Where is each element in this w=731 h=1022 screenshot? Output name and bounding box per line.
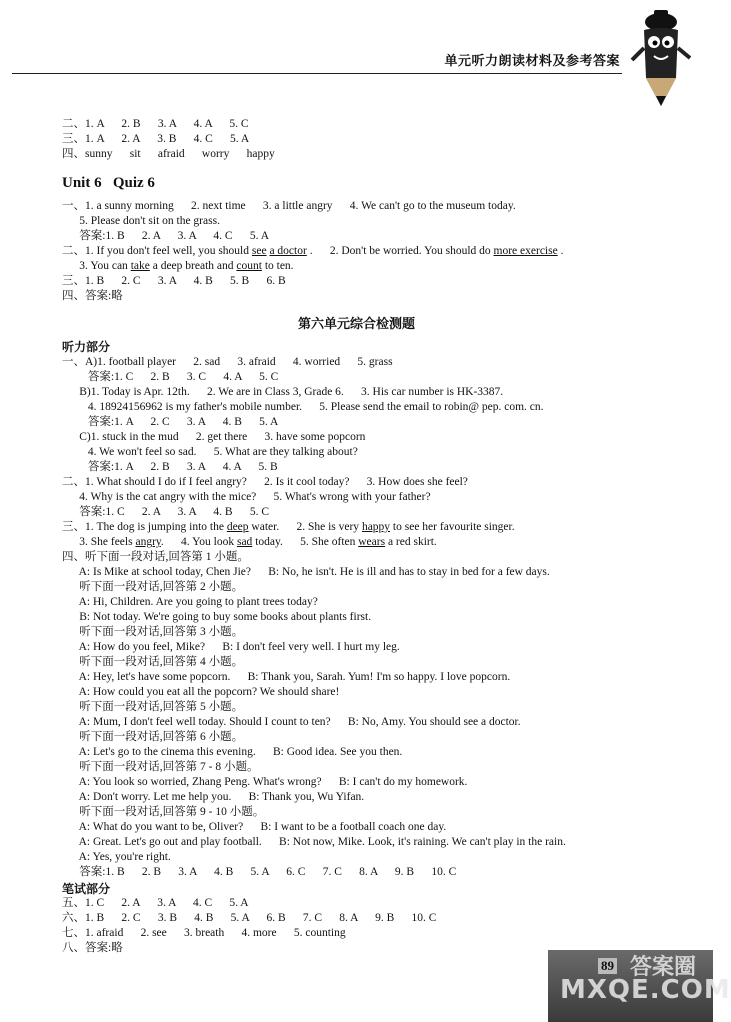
listening-line: 答案:1. A 2. C 3. A 4. B 5. A: [62, 416, 279, 428]
dialogue-line: A: How could you eat all the popcorn? We should share!: [62, 686, 340, 698]
dialogue-line: A: How do you feel, Mike? B: I don't feel very well. I hurt my leg.: [62, 641, 400, 653]
written-line: 五、1. C 2. A 3. A 4. C 5. A: [62, 897, 249, 909]
page-number: 89: [598, 958, 617, 974]
dialogue-line: B: Not today. We're going to buy some books about plants first.: [62, 611, 372, 623]
unit6-answers-1: 答案:1. B 2. A 3. A 4. C 5. A: [62, 230, 270, 242]
unit6-line-er: 二、1. If you don't feel well, you should see a doctor . 2. Don't be worried. You should do more exercise .: [62, 245, 564, 257]
dialogue-line: 听下面一段对话,回答第 9 - 10 小题。: [62, 806, 265, 818]
dialogue-line: 听下面一段对话,回答第 5 小题。: [62, 701, 244, 713]
dialogue-line: A: Don't worry. Let me help you. B: Thank you, Wu Yifan.: [62, 791, 365, 803]
quiz5-line-2: 二、1. A 2. B 3. A 4. A 5. C: [62, 118, 249, 130]
san-line-2: 3. She feels angry. 4. You look sad today. 5. She often wears a red skirt.: [62, 536, 437, 548]
dialogue-line: 听下面一段对话,回答第 2 小题。: [62, 581, 244, 593]
dialogue-line: 听下面一段对话,回答第 4 小题。: [62, 656, 244, 668]
unit6-heading: Unit 6 Quiz 6: [62, 175, 155, 191]
header-rule: [12, 73, 622, 74]
dialogue-line: A: Mum, I don't feel well today. Should I count to ten? B: No, Amy. You should see a doctor.: [62, 716, 521, 728]
listening-line: 4. 18924156962 is my father's mobile number. 5. Please send the email to robin@ pep. com. cn.: [62, 401, 544, 413]
dialogue-line: A: Let's go to the cinema this evening. B: Good idea. See you then.: [62, 746, 403, 758]
listening-line: 一、A)1. football player 2. sad 3. afraid 4. worried 5. grass: [62, 356, 393, 368]
quiz5-line-4: 四、sunny sit afraid worry happy: [62, 148, 275, 160]
listening-line: 答案:1. A 2. B 3. A 4. A 5. B: [62, 461, 278, 473]
dialogue-line: 听下面一段对话,回答第 7 - 8 小题。: [62, 761, 259, 773]
dialogue-line: A: Hey, let's have some popcorn. B: Thank you, Sarah. Yum! I'm so happy. I love popcorn.: [62, 671, 511, 683]
dialogue-line: A: Yes, you're right.: [62, 851, 171, 863]
unit6-line-si: 四、答案:略: [62, 290, 123, 302]
written-line: 六、1. B 2. C 3. B 4. B 5. A 6. B 7. C 8. A 9. B 10. C: [62, 912, 437, 924]
header-title: 单元听力朗读材料及参考答案: [444, 54, 620, 69]
dialogue-line: 四、听下面一段对话,回答第 1 小题。: [62, 551, 249, 563]
dialogue-answers: 答案:1. B 2. B 3. A 4. B 5. A 6. C 7. C 8. A 9. B 10. C: [62, 866, 457, 878]
pencil-mascot-icon: [628, 8, 694, 108]
dialogue-line: A: Hi, Children. Are you going to plant trees today?: [62, 596, 318, 608]
listening-line: C)1. stuck in the mud 2. get there 3. have some popcorn: [62, 431, 366, 443]
dialogue-line: 听下面一段对话,回答第 6 小题。: [62, 731, 244, 743]
dialogue-line: 听下面一段对话,回答第 3 小题。: [62, 626, 244, 638]
written-line: 八、答案:略: [62, 942, 123, 954]
unit6-line-er-3: 3. You can take a deep breath and count to ten.: [62, 260, 294, 272]
listening-line: 4. We won't feel so sad. 5. What are they talking about?: [62, 446, 358, 458]
listening-line: 4. Why is the cat angry with the mice? 5. What's wrong with your father?: [62, 491, 431, 503]
written-label: 笔试部分: [62, 882, 111, 896]
listening-line: B)1. Today is Apr. 12th. 2. We are in Class 3, Grade 6. 3. His car number is HK-3387.: [62, 386, 504, 398]
quiz5-line-3: 三、1. A 2. A 3. B 4. C 5. A: [62, 133, 250, 145]
dialogue-line: A: What do you want to be, Oliver? B: I want to be a football coach one day.: [62, 821, 447, 833]
written-line: 七、1. afraid 2. see 3. breath 4. more 5. counting: [62, 927, 346, 939]
unit6-line-san: 三、1. B 2. C 3. A 4. B 5. B 6. B: [62, 275, 286, 287]
listening-line: 答案:1. C 2. A 3. A 4. B 5. C: [62, 506, 270, 518]
dialogue-line: A: Great. Let's go out and play football. B: Not now, Mike. Look, it's raining. We can't play in the rain.: [62, 836, 566, 848]
watermark-text: MXQE.COM: [560, 975, 731, 1005]
watermark-logo: 答案圈: [630, 955, 697, 980]
unit6-line-1: 一、1. a sunny morning 2. next time 3. a little angry 4. We can't go to the museum today.: [62, 200, 516, 212]
dialogue-line: A: You look so worried, Zhang Peng. What's wrong? B: I can't do my homework.: [62, 776, 468, 788]
section-title: 第六单元综合检测题: [297, 317, 415, 332]
listening-line: 答案:1. C 2. B 3. C 4. A 5. C: [62, 371, 279, 383]
listening-line: 二、1. What should I do if I feel angry? 2. Is it cool today? 3. How does she feel?: [62, 476, 468, 488]
san-line-1: 三、1. The dog is jumping into the deep water. 2. She is very happy to see her favourite singer.: [62, 521, 515, 533]
dialogue-line: A: Is Mike at school today, Chen Jie? B: No, he isn't. He is ill and has to stay in bed for a few days.: [62, 566, 550, 578]
listening-label: 听力部分: [62, 340, 111, 354]
unit6-line-2: 5. Please don't sit on the grass.: [62, 215, 220, 227]
